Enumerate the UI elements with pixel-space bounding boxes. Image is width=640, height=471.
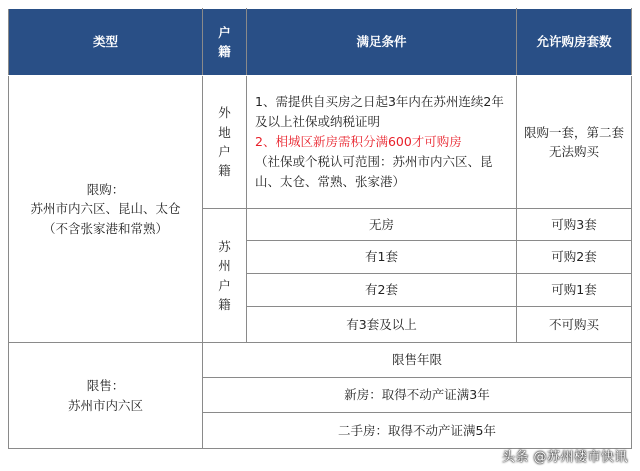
nonlocal-condition-3: （社保或个税认可范围：苏州市内六区、昆山、太仓、常熟、张家港） xyxy=(255,154,493,189)
header-conditions: 满足条件 xyxy=(247,9,517,76)
nonlocal-hukou-char: 籍 xyxy=(218,163,231,179)
local-hukou-char: 户 xyxy=(218,277,231,293)
nonlocal-row xyxy=(9,76,632,209)
sale-limit-heading: 限售年限 xyxy=(203,343,632,378)
sale-limit-region xyxy=(9,343,203,449)
local-hukou xyxy=(203,209,247,343)
header-row xyxy=(9,9,632,76)
header-allowed: 允许购房套数 xyxy=(517,9,632,76)
nonlocal-conditions xyxy=(247,76,517,209)
nonlocal-condition-1: 1、需提供自买房之日起3年内在苏州连续2年及以上社保或纳税证明 xyxy=(255,94,504,129)
nonlocal-hukou-char: 户 xyxy=(218,144,231,159)
sale-limit-new-house: 新房：取得不动产证满3年 xyxy=(203,378,632,413)
local-condition: 无房 xyxy=(247,209,517,241)
header-hukou xyxy=(203,9,247,76)
nonlocal-hukou-char: 地 xyxy=(218,124,231,140)
housing-policy-table xyxy=(8,8,632,449)
nonlocal-condition-2: 2、相城区新房需积分满600才可购房 xyxy=(255,134,462,149)
sale-limit-title: 限售： xyxy=(86,378,125,394)
purchase-limit-title: 限购： xyxy=(86,181,125,197)
local-hukou-char: 籍 xyxy=(218,296,231,312)
purchase-limit-region xyxy=(9,76,203,343)
header-hukou-char: 户 xyxy=(218,24,231,40)
local-condition: 有2套 xyxy=(247,274,517,307)
nonlocal-hukou xyxy=(203,76,247,209)
local-allowed: 可购1套 xyxy=(517,274,632,307)
sale-limit-area: 苏州市内六区 xyxy=(67,397,143,413)
local-condition: 有1套 xyxy=(247,241,517,274)
purchase-limit-note: （不含张家港和常熟） xyxy=(42,220,168,236)
nonlocal-hukou-char: 外 xyxy=(218,105,231,121)
local-hukou-char: 苏 xyxy=(218,238,231,254)
purchase-limit-area: 苏州市内六区、昆山、太仓 xyxy=(30,201,181,217)
local-hukou-char: 州 xyxy=(218,258,231,274)
local-allowed: 可购3套 xyxy=(517,209,632,241)
local-allowed: 不可购买 xyxy=(517,307,632,343)
header-type: 类型 xyxy=(9,9,203,76)
local-condition: 有3套及以上 xyxy=(247,307,517,343)
nonlocal-allowed: 限购一套，第二套无法购买 xyxy=(517,76,632,209)
header-hukou-char: 籍 xyxy=(218,44,231,59)
sale-limit-second-hand: 二手房：取得不动产证满5年 xyxy=(203,413,632,449)
sale-limit-heading-row xyxy=(9,343,632,378)
local-allowed: 可购2套 xyxy=(517,241,632,274)
watermark: 头条 @苏州楼市快讯 xyxy=(501,450,628,465)
